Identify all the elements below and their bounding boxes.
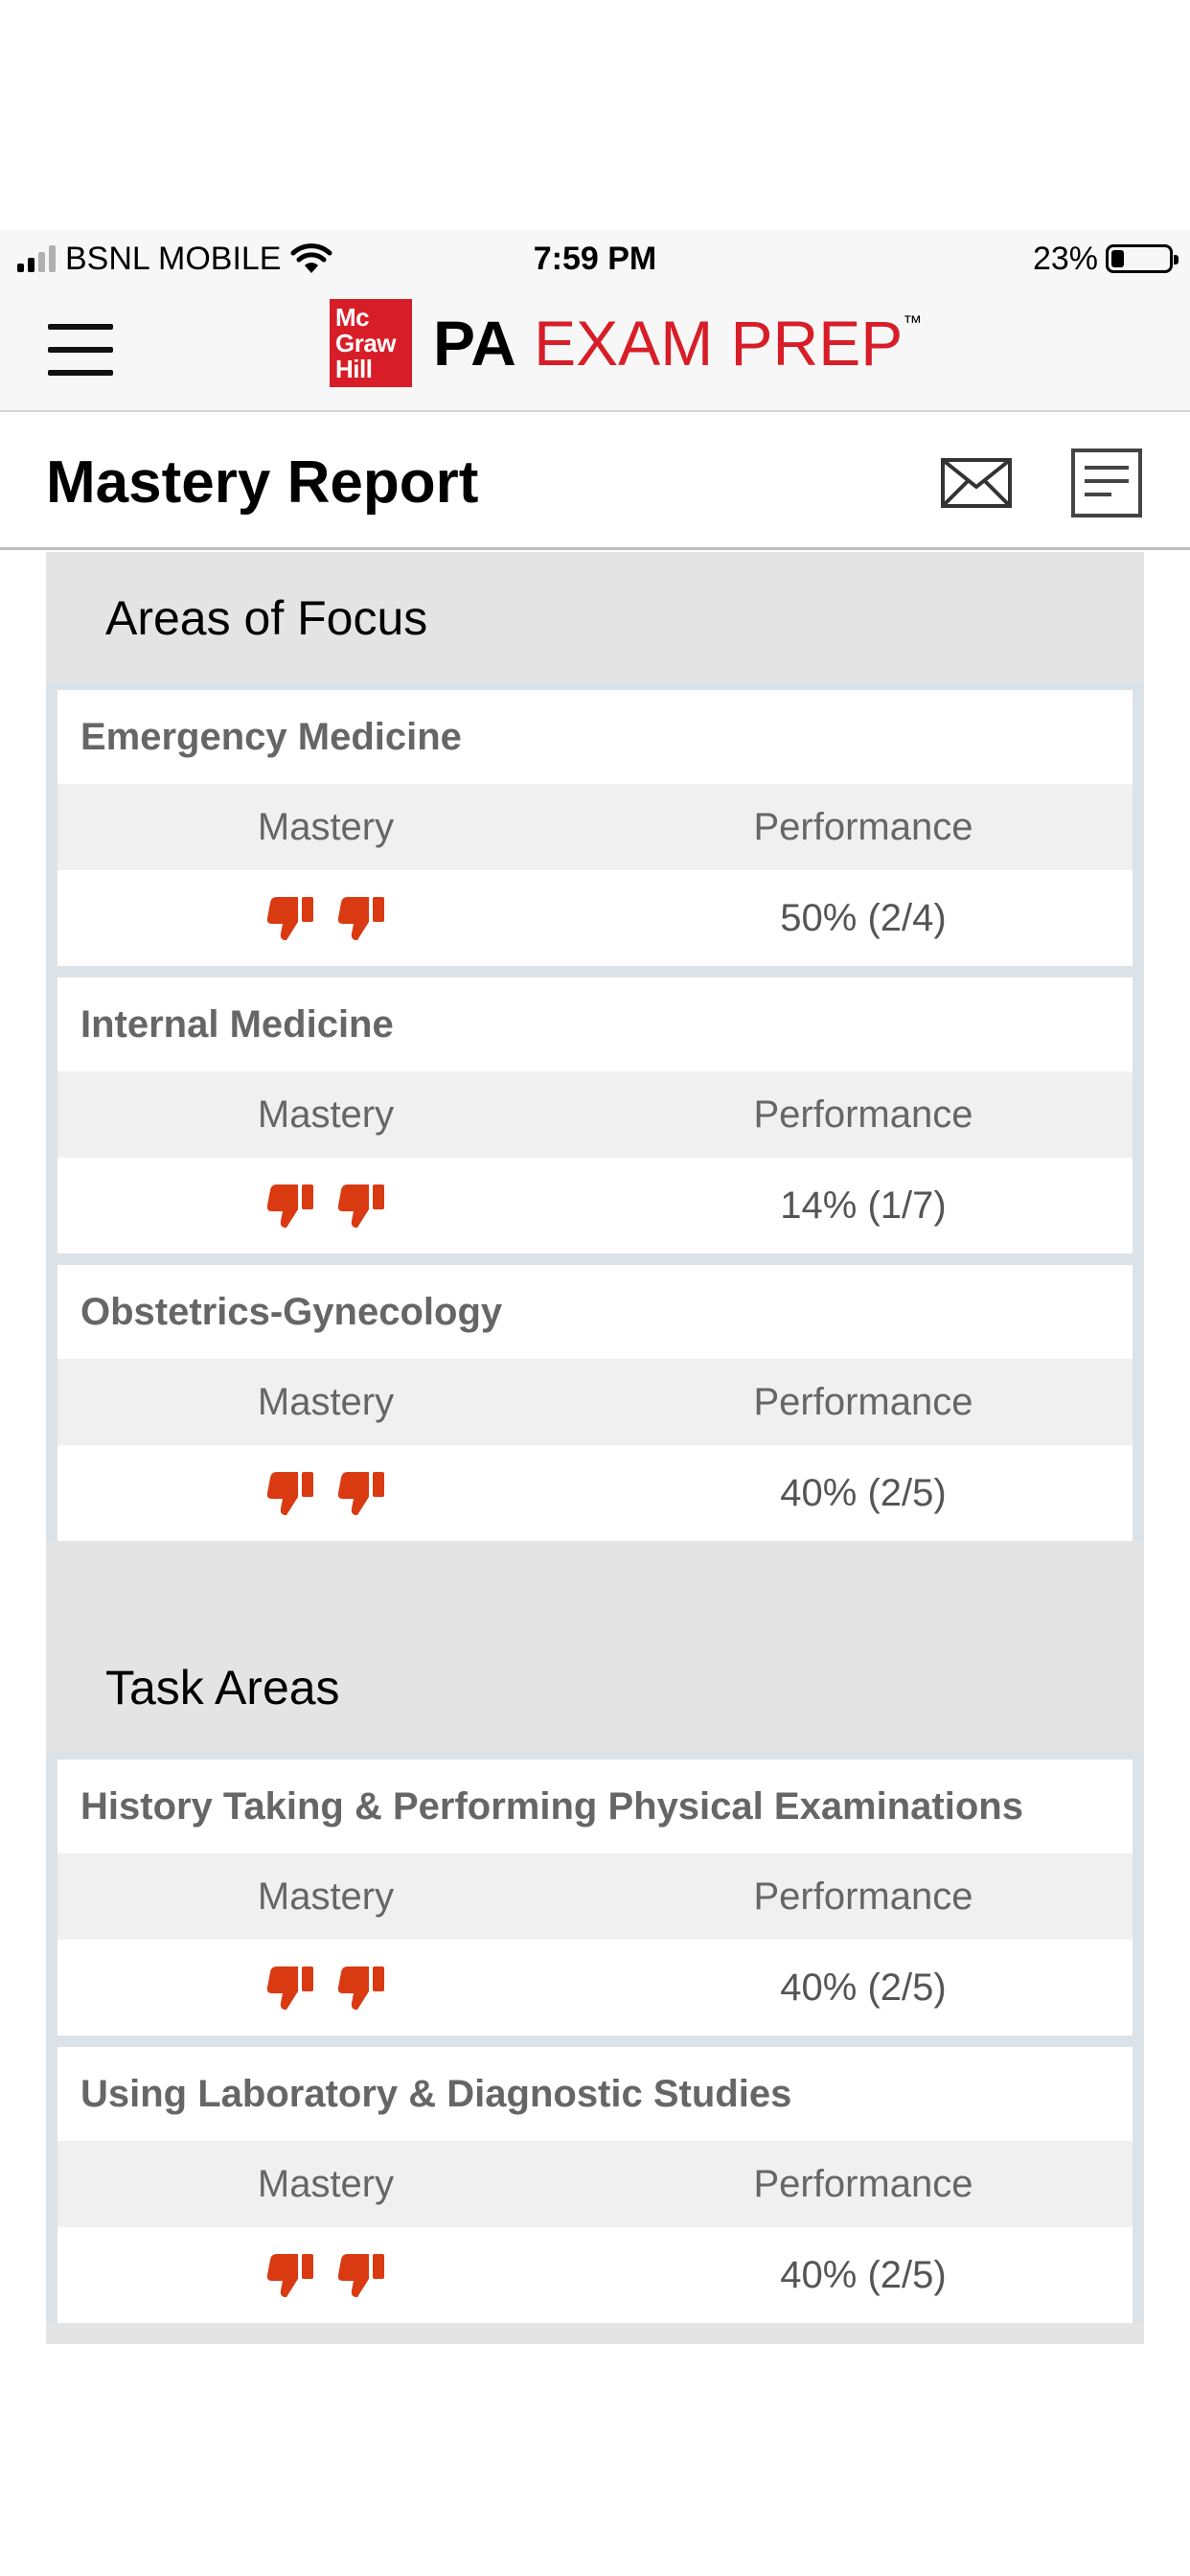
carrier-name: BSNL MOBILE bbox=[65, 240, 282, 277]
thumbs-down-icon bbox=[336, 893, 386, 943]
page-title: Mastery Report bbox=[46, 449, 479, 516]
thumbs-down-icon bbox=[265, 893, 315, 943]
mastery-rating bbox=[57, 2227, 594, 2323]
mastery-header: Mastery bbox=[257, 805, 395, 848]
brand-logo bbox=[330, 299, 922, 387]
thumbs-down-icon bbox=[265, 2250, 315, 2300]
document-lines-icon[interactable] bbox=[1071, 448, 1142, 518]
battery-icon bbox=[1106, 244, 1173, 273]
mastery-card[interactable] bbox=[57, 978, 1133, 1254]
performance-value: 40% (2/5) bbox=[780, 1471, 947, 1514]
card-values bbox=[57, 1445, 1133, 1541]
performance-value: 14% (1/7) bbox=[780, 1184, 947, 1227]
card-values bbox=[57, 2227, 1133, 2323]
performance-header: Performance bbox=[753, 805, 973, 848]
logo-line: Mc bbox=[335, 303, 370, 332]
mastery-card[interactable] bbox=[57, 2047, 1133, 2323]
card-title: Internal Medicine bbox=[80, 1002, 394, 1046]
card-column-headers bbox=[57, 2141, 1133, 2227]
card-title: Using Laboratory & Diagnostic Studies bbox=[80, 2072, 792, 2115]
performance-value: 40% (2/5) bbox=[780, 2253, 947, 2296]
thumbs-down-icon bbox=[336, 2250, 386, 2300]
card-column-headers bbox=[57, 1071, 1133, 1158]
brand-trademark: ™ bbox=[903, 312, 923, 334]
mastery-header: Mastery bbox=[257, 1874, 395, 1918]
mastery-header: Mastery bbox=[257, 2162, 395, 2205]
section-header bbox=[46, 552, 1144, 682]
logo-line: Hill bbox=[335, 355, 373, 383]
thumbs-down-icon bbox=[336, 1181, 386, 1230]
brand-name bbox=[433, 307, 922, 380]
thumbs-down-icon bbox=[336, 1963, 386, 2012]
brand-exam-prep: EXAM PREP bbox=[534, 308, 904, 379]
card-values bbox=[57, 1158, 1133, 1254]
card-title: Emergency Medicine bbox=[80, 715, 462, 758]
mastery-card[interactable] bbox=[57, 1265, 1133, 1541]
performance-header: Performance bbox=[753, 1874, 973, 1918]
mcgraw-hill-logo bbox=[330, 299, 412, 387]
card-list bbox=[46, 682, 1144, 1541]
card-title: History Taking & Performing Physical Examinations bbox=[80, 1784, 1023, 1828]
section-spacer bbox=[46, 1552, 1144, 1622]
mastery-header: Mastery bbox=[257, 1380, 395, 1423]
performance-header: Performance bbox=[753, 2162, 973, 2205]
section-header bbox=[46, 1622, 1144, 1752]
thumbs-down-icon bbox=[265, 1181, 315, 1230]
status-bar bbox=[0, 230, 1190, 288]
battery-percent: 23% bbox=[1032, 240, 1098, 277]
thumbs-down-icon bbox=[265, 1468, 315, 1518]
card-column-headers bbox=[57, 784, 1133, 870]
mastery-rating bbox=[57, 1940, 594, 2036]
section-title: Task Areas bbox=[105, 1661, 340, 1714]
card-column-headers bbox=[57, 1359, 1133, 1445]
mastery-rating bbox=[57, 1445, 594, 1541]
status-time: 7:59 PM bbox=[533, 240, 657, 277]
section-title: Areas of Focus bbox=[105, 591, 428, 645]
performance-header: Performance bbox=[753, 1380, 973, 1423]
thumbs-down-icon bbox=[265, 1963, 315, 2012]
performance-header: Performance bbox=[753, 1092, 973, 1136]
card-values bbox=[57, 870, 1133, 966]
hamburger-menu-icon[interactable] bbox=[48, 324, 113, 376]
card-column-headers bbox=[57, 1853, 1133, 1940]
app-header bbox=[0, 288, 1190, 412]
status-right bbox=[1033, 241, 1173, 278]
brand-pa: PA bbox=[433, 308, 516, 379]
mastery-rating bbox=[57, 870, 594, 966]
mastery-report-content[interactable] bbox=[46, 552, 1144, 2344]
logo-line: Graw bbox=[335, 329, 397, 357]
battery-level bbox=[1111, 250, 1124, 267]
card-title: Obstetrics-Gynecology bbox=[80, 1290, 503, 1333]
performance-value: 50% (2/4) bbox=[780, 896, 947, 939]
mastery-card[interactable] bbox=[57, 1760, 1133, 2036]
performance-value: 40% (2/5) bbox=[780, 1966, 947, 2009]
card-list bbox=[46, 1752, 1144, 2323]
mastery-header: Mastery bbox=[257, 1092, 395, 1136]
thumbs-down-icon bbox=[336, 1468, 386, 1518]
mastery-card[interactable] bbox=[57, 690, 1133, 966]
card-values bbox=[57, 1940, 1133, 2036]
mastery-rating bbox=[57, 1158, 594, 1254]
envelope-icon[interactable] bbox=[941, 458, 1012, 508]
